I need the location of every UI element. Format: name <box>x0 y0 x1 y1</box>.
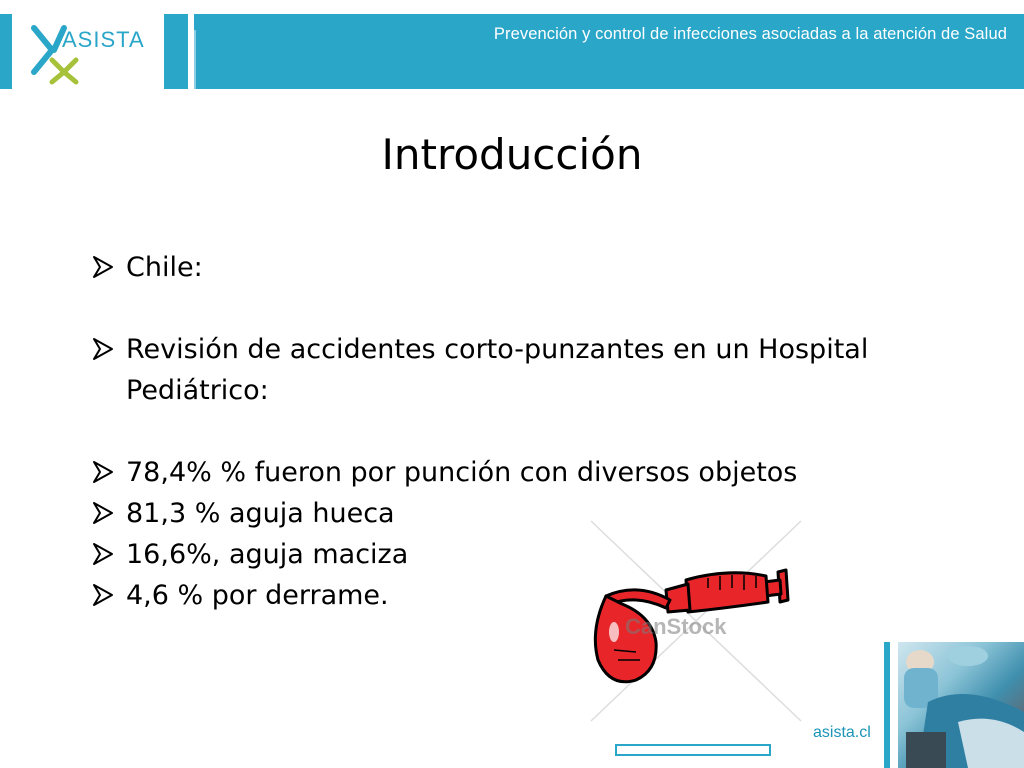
arrow-bullet-icon <box>92 255 114 279</box>
surgeons-photo-icon <box>898 642 1024 768</box>
arrow-bullet-icon <box>92 337 114 361</box>
bullet-text: Revisión de accidentes corto-punzantes en un Hospital Pediátrico: <box>126 334 869 406</box>
header-subtitle: Prevención y control de infecciones asociadas a la atención de Salud <box>493 25 1007 43</box>
logo <box>12 14 164 89</box>
logo-text: ASISTA <box>62 27 145 52</box>
bullet-text: 81,3 % aguja hueca <box>126 498 395 529</box>
arrow-bullet-icon <box>92 583 114 607</box>
arrow-bullet-icon <box>92 542 114 566</box>
bullet-text: 78,4% % fueron por punción con diversos objetos <box>126 457 798 488</box>
header-divider-accent <box>194 30 196 89</box>
header-left-stripe <box>0 14 12 89</box>
arrow-bullet-icon <box>92 501 114 525</box>
bullet-item <box>92 452 912 493</box>
bullet-text: 16,6%, aguja maciza <box>126 539 409 570</box>
photo-stripe <box>884 642 890 768</box>
watermark-text: CanStock <box>625 614 727 639</box>
footer-url: asista.cl <box>813 724 871 741</box>
bullet-item <box>92 329 912 411</box>
arrow-bullet-icon <box>92 460 114 484</box>
bullet-text: Chile: <box>126 252 203 283</box>
footer-bar <box>615 744 771 756</box>
bullet-item <box>92 247 912 288</box>
slide-title: Introducción <box>381 130 643 179</box>
medical-photo <box>898 642 1024 768</box>
bullet-text: 4,6 % por derrame. <box>126 580 389 611</box>
